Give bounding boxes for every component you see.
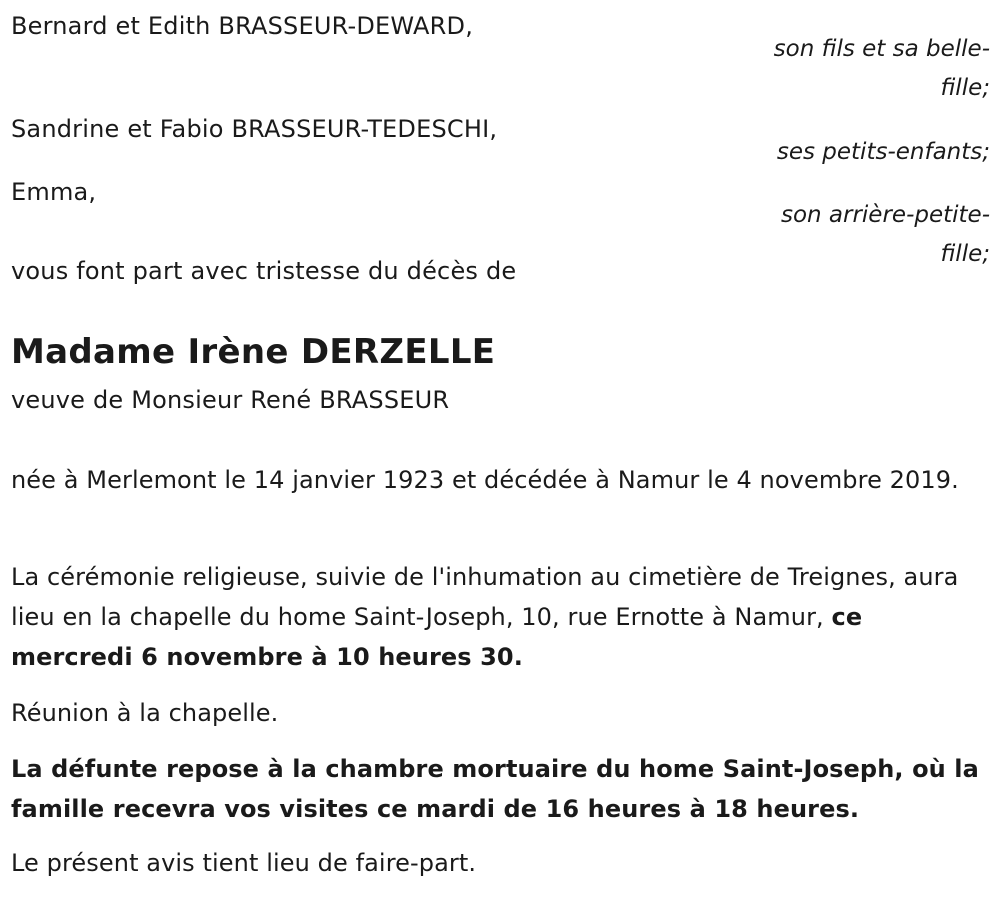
closing-paragraph: [11, 843, 986, 883]
visits-paragraph: [11, 749, 986, 829]
ceremony-paragraph: [11, 557, 986, 677]
birth-death-text: née à Merlemont le 14 janvier 1923 et décédée à Namur le 4 novembre 2019.: [11, 466, 959, 494]
intro-text: vous font part avec tristesse du décès de: [11, 257, 517, 285]
relation-2-line1: ses petits-enfants;: [776, 139, 990, 165]
visits-text: La défunte repose à la chambre mortuaire du home Saint-Joseph, où la famille recevra vos visites ce mardi de 16 heures à 18 heures.: [11, 755, 979, 823]
relation-1-line2: fille;: [940, 75, 990, 101]
relation-1-line1: son fils et sa belle-: [773, 36, 990, 62]
relation-3-line2: fille;: [940, 241, 990, 267]
family-names-3: Emma,: [11, 178, 97, 206]
widow-of: veuve de Monsieur René BRASSEUR: [11, 386, 450, 414]
birth-death-paragraph: [11, 460, 986, 500]
deceased-name: Madame Irène DERZELLE: [11, 332, 496, 372]
relation-3-line1: son arrière-petite-: [780, 202, 990, 228]
reunion-paragraph: [11, 693, 986, 733]
family-names-1: Bernard et Edith BRASSEUR-DEWARD,: [11, 12, 474, 40]
closing-text: Le présent avis tient lieu de faire-part.: [11, 849, 477, 877]
family-names-2: Sandrine et Fabio BRASSEUR-TEDESCHI,: [11, 115, 498, 143]
reunion-text: Réunion à la chapelle.: [11, 699, 279, 727]
ceremony-text: La cérémonie religieuse, suivie de l'inhumation au cimetière de Treignes, aura lieu en la chapelle du home Saint-Joseph, 10, rue Ernotte à Namur,: [11, 563, 959, 631]
ceremony-when: ce mercredi 6 novembre à 10 heures 30.: [11, 603, 863, 671]
